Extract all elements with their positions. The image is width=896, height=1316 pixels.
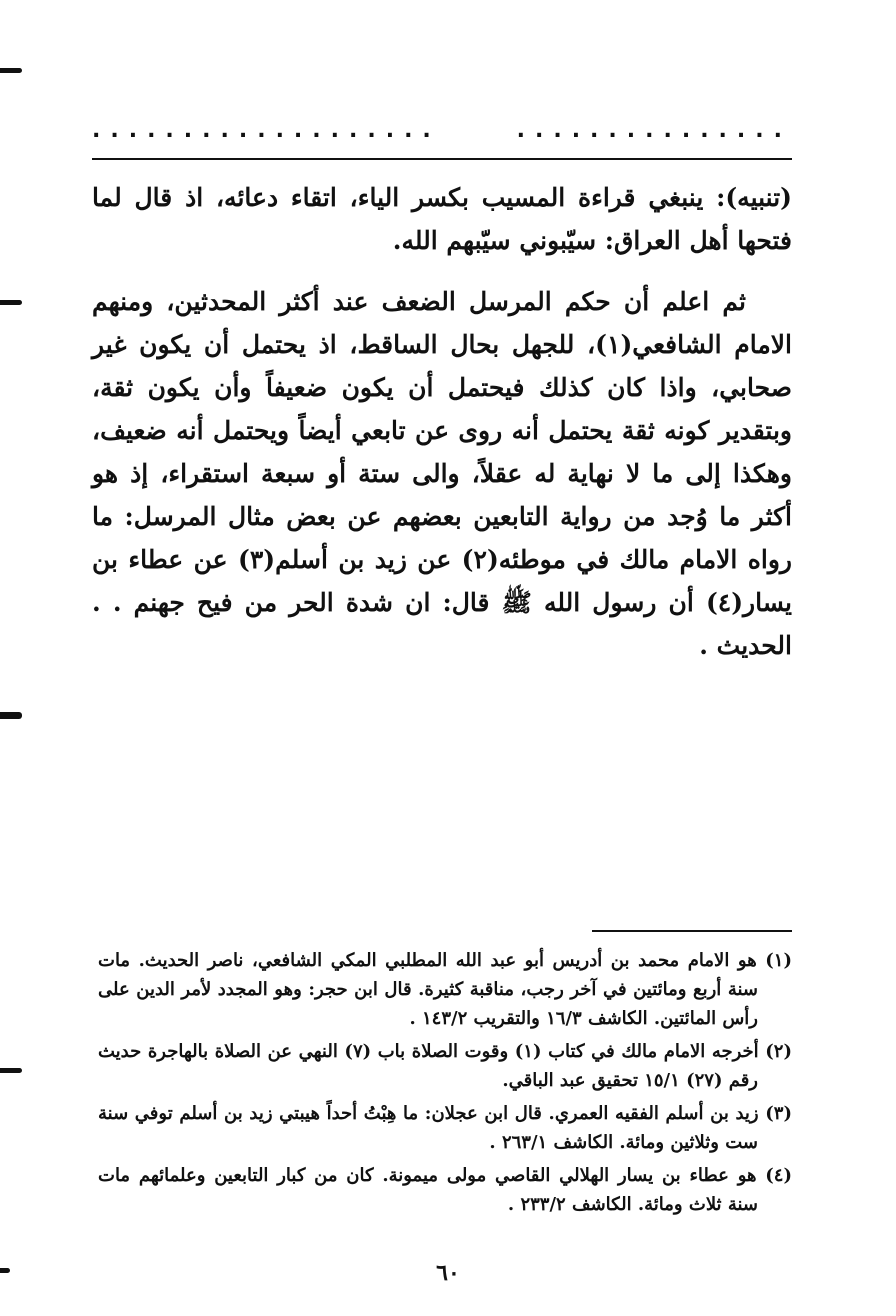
scan-edge-mark [0, 1068, 22, 1073]
footnote-2: (٢) أخرجه الامام مالك في كتاب (١) وقوت الصلاة باب (٧) النهي عن الصلاة بالهاجرة حديث رقم (٢٧) ١٥/١ تحقيق عبد الباقي. [98, 1041, 792, 1091]
main-text [92, 176, 792, 667]
footnote-3: (٣) زيد بن أسلم الفقيه العمري. قال ابن عجلان: ما هِبْتُ أحداً هيبتي زيد بن أسلم توفي سنة ست وثلاثين ومائة. الكاشف ٢٦٣/١ . [98, 1103, 792, 1153]
header-dots-right: ............... [516, 118, 792, 143]
paragraph-mursal: ثم اعلم أن حكم المرسل الضعف عند أكثر المحدثين، ومنهم الامام الشافعي(١)، للجهل بحال الساقط، اذ يحتمل أن يكون غير صحابي، واذا كان كذلك فيحتمل أن يكون ضعيفاً وأن يكون ثقة، وبتقدير كونه ثقة يحتمل أنه روى عن تابعي أيضاً ويحتمل أنه ضعيف، وهكذا إلى ما لا نهاية له عقلاً، والى ستة أو سبعة استقراء، إذ هو أكثر ما وُجد من رواية التابعين بعضهم عن بعض مثال المرسل: ما رواه الامام مالك في موطئه(٢) عن زيد بن أسلم(٣) عن عطاء بن يسار(٤) أن رسول الله ﷺ قال: ان شدة الحر من فيح جهنم . . الحديث . [92, 287, 792, 660]
header-dots-left: ................... [92, 118, 441, 143]
footnote-separator [592, 930, 792, 932]
footnote-1: (١) هو الامام محمد بن أدريس أبو عبد الله المطلبي المكي الشافعي، ناصر الحديث. مات سنة أربع ومائتين في آخر رجب، مناقبة كثيرة. قال ابن حجر: وهو المجدد لأمر الدين على رأس المائتين. الكاشف ١٦/٣ والتقريب ١٤٣/٢ . [98, 950, 792, 1029]
paragraph-note: (تنبيه): ينبغي قراءة المسيب بكسر الياء، اتقاء دعائه، اذ قال لما فتحها أهل العراق: سيّبوني سيّبهم الله. [92, 183, 792, 255]
page-number: ٦٠ [436, 1260, 460, 1286]
scan-edge-mark [0, 300, 22, 305]
footnote-4: (٤) هو عطاء بن يسار الهلالي القاصي مولى ميمونة. كان من كبار التابعين وعلمائهم مات سنة ثلاث ومائة. الكاشف ٢٣٣/٢ . [98, 1165, 792, 1215]
scan-edge-mark [0, 68, 22, 73]
scan-edge-mark [0, 712, 22, 719]
header-ornament [92, 118, 792, 142]
header-rule [92, 158, 792, 160]
footnotes [98, 946, 792, 1223]
